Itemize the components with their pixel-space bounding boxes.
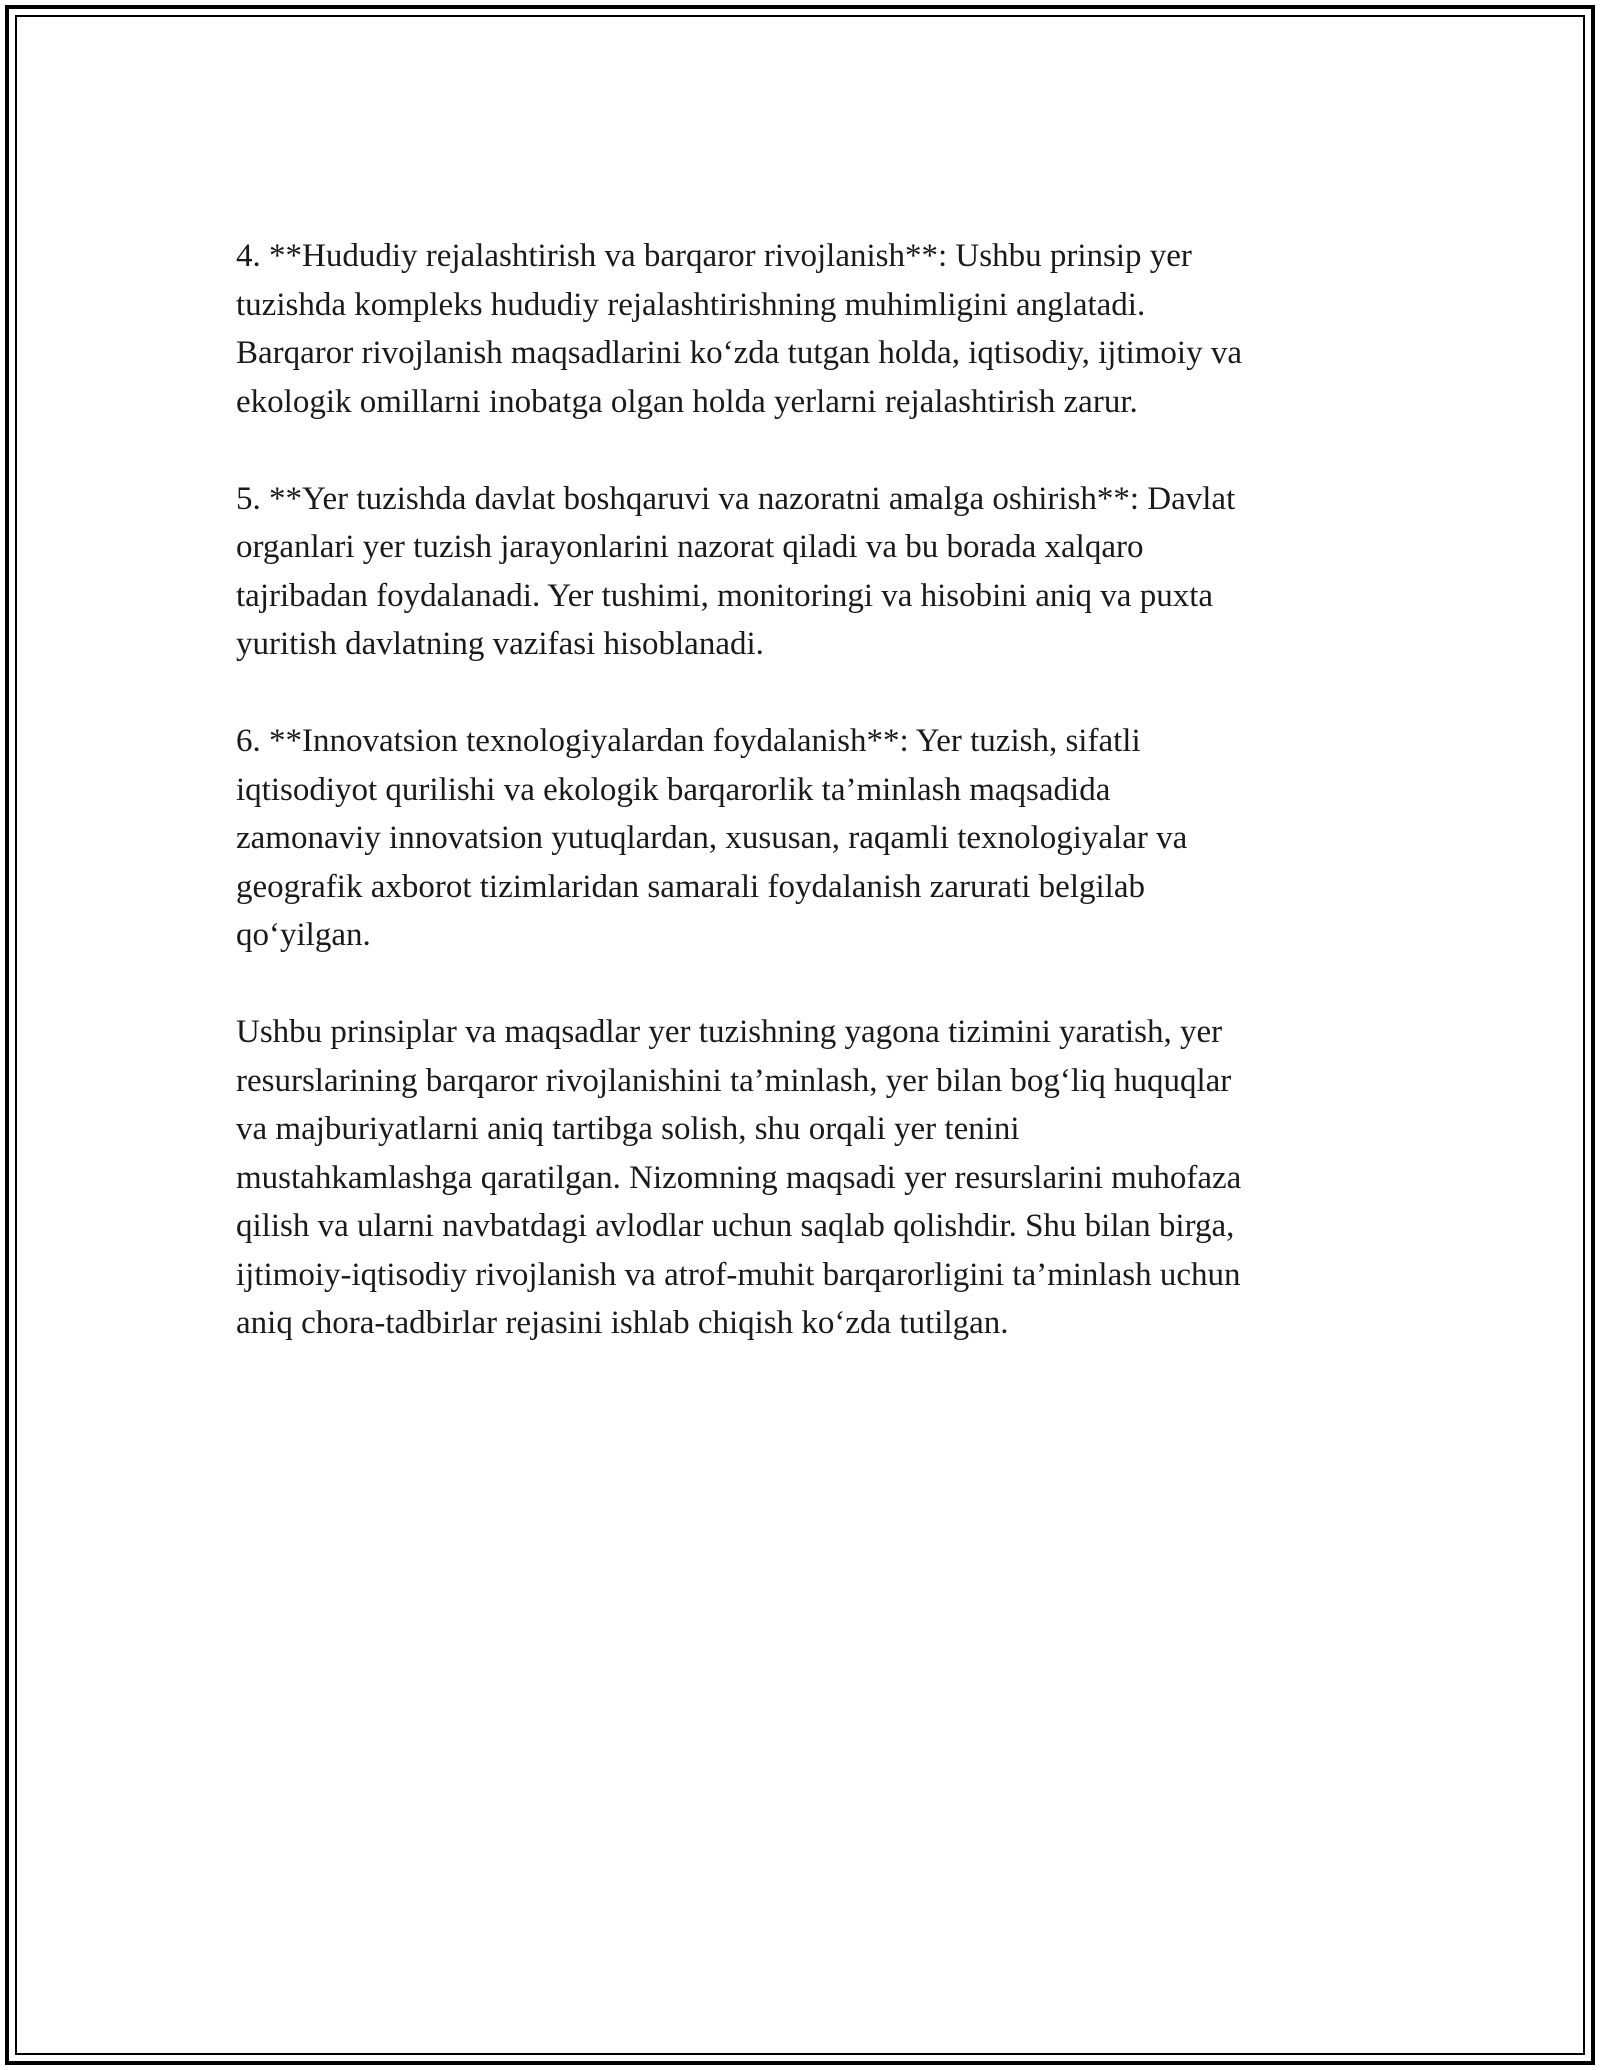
paragraph-conclusion: Ushbu prinsiplar va maqsadlar yer tuzishning yagona tizimini yaratish, yer resurslarining barqaror rivojlanishini ta’minlash, yer bilan bog‘liq huquqlar va majburiyatlarni aniq tartibga solish, shu orqali yer tenini mustahkamlashga qaratilgan. Nizomning maqsadi yer resurslarini muhofaza qilish va ularni navbatdagi avlodlar uchun saqlab qolishdir. Shu bilan birga, ijtimoiy-iqtisodiy rivojlanish va atrof-muhit barqarorligini ta’minlash uchun aniq chora-tadbirlar rejasini ishlab chiqish ko‘zda tutilgan. bbox=[236, 1014, 1242, 1341]
paragraph-principle-5: 5. **Yer tuzishda davlat boshqaruvi va nazoratni amalga oshirish**: Davlat organlari yer tuzish jarayonlarini nazorat qiladi va bu borada xalqaro tajribadan foydalanadi. Yer tushimi, monitoringi va hisobini aniq va puxta yuritish davlatning vazifasi hisoblanadi. bbox=[236, 480, 1236, 662]
paragraph-principle-6: 6. **Innovatsion texnologiyalardan foydalanish**: Yer tuzish, sifatli iqtisodiyot qurilishi va ekologik barqarorlik ta’minlash maqsadida zamonaviy innovatsion yutuqlardan, xususan, raqamli texnologiyalar va geografik axborot tizimlaridan samarali foydalanish zarurati belgilab qo‘yilgan. bbox=[236, 723, 1188, 953]
document-body bbox=[236, 232, 1376, 1396]
paragraph-principle-4: 4. **Hududiy rejalashtirish va barqaror rivojlanish**: Ushbu prinsip yer tuzishda kompleks hududiy rejalashtirishning muhimligini anglatadi. Barqaror rivojlanish maqsadlarini ko‘zda tutgan holda, iqtisodiy, ijtimoiy va ekologik omillarni inobatga olgan holda yerlarni rejalashtirish zarur. bbox=[236, 238, 1242, 420]
